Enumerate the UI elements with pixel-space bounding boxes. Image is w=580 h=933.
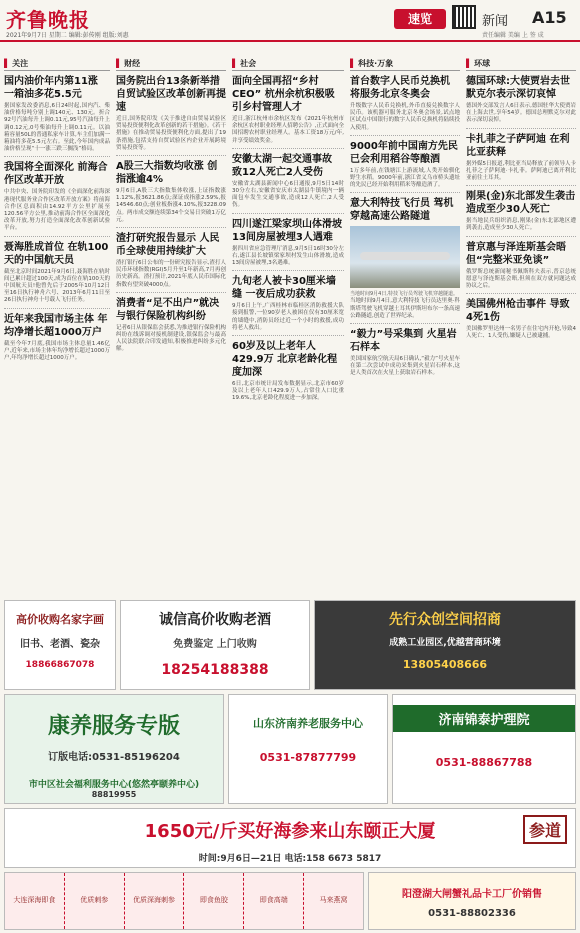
article-body: 截至今年7月底,我国市场主体总量1.46亿户,近年来,市场主体年均净增长超过1000万户,年均净增长超过1000万户。 xyxy=(4,340,110,362)
divider xyxy=(466,293,576,294)
article-body: 安徽省太湖县新闻中心6日通报,9月5日14时30分左右,安徽省安庆市太湖县牛镇境内一辆面包车发生交通事故,造成12人死亡,2人受伤。 xyxy=(232,180,344,209)
ad-phone: 0531-87877799 xyxy=(259,751,357,764)
coupon-item: 即食鱼胶 xyxy=(184,873,244,929)
article-body: 中共中央、国务院印发的《全面深化前海深港现代服务业合作区改革开放方案》将前海合作区总面积由14.92平方公里扩展至120.56平方公里,推动前海合作区全面深化改革开放,努力打造全面深化改革创新试验平台。 xyxy=(4,189,110,232)
article-headline: 9000年前中国南方先民 已会利用稻谷等酿酒 xyxy=(350,140,458,165)
section-title: 新闻 xyxy=(482,14,509,29)
article-headline: 九旬老人被卡30厘米墙缝 一夜后成功获救 xyxy=(232,276,336,301)
divider xyxy=(232,213,344,214)
ad-liquor xyxy=(120,600,310,690)
article-headline: A股三大指数均收涨 创指涨逾4% xyxy=(116,161,218,186)
article-body: 9月6日上午,广西桂林市临桂区消防救援大队接到报警,一位90岁老人被困在仅有30厘米宽的墙缝中,消防员经过近一个小时的救援,成功将老人救出。 xyxy=(232,303,344,331)
ad-office-space xyxy=(314,600,576,690)
article-body: 近日,浙江杭州市余杭区发布《2021年杭州市余杭区农村职业经理人招聘公告》,正式面向全国招聘农村职业经理人。基本工资18万元/年,并享受绩效奖金。 xyxy=(232,116,344,144)
divider xyxy=(116,227,226,228)
column-header: ▌ 关注 xyxy=(4,58,110,71)
divider xyxy=(232,270,344,271)
article-body: 9月6日,A股三大指数集体收涨,上证指数涨1.12%,报3621.86点;深证成指涨2.59%,报14546.60点;创业板指涨4.10%,报3228.09点。两市成交额连续第34个交易日突破1万亿元。 xyxy=(116,188,226,223)
article-body: 记者6日从银保监会获悉,为推进银行保险机构纠纷在线诉调对接机制建设,银保监会与最高人民法院联合印发通知,积极推进纠纷多元化解。 xyxy=(116,324,226,353)
ad-subtitle: 订版电话:0531-85196204 xyxy=(48,752,180,763)
column-header: ▌ 环球 xyxy=(466,58,576,71)
airplane-tunnel-photo xyxy=(350,226,460,288)
brand-logo: 参道 xyxy=(523,815,567,844)
divider xyxy=(232,335,344,336)
column-guanzhu xyxy=(4,58,110,598)
ad-eldercare-section xyxy=(4,694,224,804)
article-headline: 近年来我国市场主体 年均净增长超1000万户 xyxy=(4,313,108,338)
ad-title: 1650元/斤买好海参来山东颐正大厦 xyxy=(144,821,436,842)
article-headline: 意大利特技飞行员 驾机穿越高速公路隧道 xyxy=(350,198,454,223)
article-body: 渣打银行6日公布的一份研究报告显示,渣打人民币环球指数(RGI)5月升至1年新高,7月再创历史新高。渣打预计,2021年底人民币国际化指数有望突破4000点。 xyxy=(116,260,226,288)
article-headline: 卡扎菲之子萨阿迪 在利比亚获释 xyxy=(466,133,570,158)
article-headline: 刚果(金)东北部发生袭击 造成至少30人死亡 xyxy=(466,191,576,216)
ad-nursing-home xyxy=(392,694,576,804)
ad-title: 阳澄湖大闸蟹礼品卡工厂价销售 xyxy=(402,889,542,900)
divider xyxy=(466,128,576,129)
article-body: 德国外交部发言人6日表示,德国驻华大使贾岩在上海去世,享年54岁。德国总理默克尔对此表示深切哀悼。 xyxy=(466,103,576,124)
article-body: 当地时间9月4日,意大利特技飞行员达里奥·科斯塔驾驶飞机穿越土耳其伊斯坦布尔一条高速公路隧道,创造了世界纪录。 xyxy=(350,298,460,319)
quick-read-badge: 速览 xyxy=(394,9,446,29)
column-caijing xyxy=(116,58,226,598)
article-headline: 我国将全面深化 前海合作区改革开放 xyxy=(4,162,108,187)
article-body: 据外媒5日报道,利比亚当局释放了前领导人卡扎菲之子萨阿迪·卡扎菲。萨阿迪已离开利比亚前往土耳其。 xyxy=(466,160,576,182)
ad-subtitle: 时间:9月6日—21日 电话:158 6673 5817 xyxy=(198,854,382,864)
article-headline: 国内油价年内第11涨 一箱油多花5.5元 xyxy=(4,76,98,100)
article-body: 俄罗斯总统新闻秘书佩斯科夫表示,普京总统愿意与泽连斯基会晤,但须在双方就问题达成协议之后。 xyxy=(466,268,576,290)
article-headline: 德国环球:大使贾岩去世 默克尔表示深切哀悼 xyxy=(466,76,570,100)
ad-title: 高价收购名家字画 xyxy=(16,613,104,626)
photo-caption: 当地时间9月4日,特技飞行员驾驶飞机穿越隧道。 xyxy=(350,291,458,298)
ad-calligraphy xyxy=(4,600,116,690)
column-shehui xyxy=(232,58,344,598)
article-body: 据四川省应急管理厅消息,9月5日16时30分左右,遂江县长坡镇梁家坝村发生山体滑坡,造成13间房屋被埋,3名遇难。 xyxy=(232,245,344,267)
ad-sea-cucumber xyxy=(4,808,576,868)
article-body: 升级数字人民币兑换机,外币直接兑换数字人民币。该机器可服务北京冬奥会场景,试点地区试点中国银行的数字人民币兑换机将陆续投入使用。 xyxy=(350,103,460,131)
article-body: 据国家发改委消息,6日24时起,国内汽、柴油价格每吨分别上调140元、130元。折合92号汽油每升上调0.11元,95号汽油每升上调0.12元,0号柴油每升上调0.11元。以油箱容量50L的普通私家车计算,车主们加满一箱油将多花5.5元左右。至此,今年国内成品油价格呈现“十一涨三跌三搁浅”格局。 xyxy=(4,103,110,153)
column-keji xyxy=(350,58,460,598)
article-headline: 四川遂江梁家坝山体滑坡 13间房屋被埋3人遇难 xyxy=(232,218,342,243)
divider xyxy=(116,292,226,293)
ad-title: 济南锦泰护理院 xyxy=(393,705,575,732)
article-headline: 60岁及以上老年人429.9万 北京老龄化程度加深 xyxy=(232,341,338,379)
ad-phone: 18254188388 xyxy=(161,662,269,678)
divider xyxy=(4,156,110,157)
ad-subtitle: 免费鉴定 上门收购 xyxy=(173,639,257,650)
column-huanqiu xyxy=(466,58,576,598)
article-body: 美国佛罗里达州一名男子在住宅内开枪,导致4人死亡、1人受伤,嫌疑人已被逮捕。 xyxy=(466,326,576,340)
column-header: ▌ 社会 xyxy=(232,58,344,71)
divider xyxy=(350,192,460,193)
article-headline: 首台数字人民币兑换机 将服务北京冬奥会 xyxy=(350,76,450,100)
divider xyxy=(4,236,110,237)
article-headline: 面向全国再招“乡村CEO” 杭州余杭积极吸引乡村管理人才 xyxy=(232,76,335,113)
divider xyxy=(350,135,460,136)
article-body: 6日,北京市统计局发布数据显示,北京市60岁及以上老年人口429.9万人,占常住人口比重19.6%,北京老龄化程度进一步加深。 xyxy=(232,381,344,402)
coupon-item: 马来燕窝 xyxy=(319,896,348,904)
divider xyxy=(466,236,576,237)
article-headline: 聂海胜成首位 在轨100天的中国航天员 xyxy=(4,241,109,266)
coupon-item: 优质深海刺参 xyxy=(125,873,185,929)
qr-code-icon xyxy=(452,5,476,29)
ad-phone: 13805408666 xyxy=(402,658,488,671)
coupon-item: 即食高端 xyxy=(244,873,304,929)
divider xyxy=(350,323,460,324)
column-header: ▌ 科技·万象 xyxy=(350,58,460,71)
ad-title: 山东济南养老服务中心 xyxy=(253,717,363,730)
advertisement-area xyxy=(0,600,580,933)
article-body: 截至北京时间2021年9月6日,聂海胜在轨时间已累计超过100天,成为首位在轨100天的中国航天员!他曾先后于2005年10月12日至16日执行神舟六号、2013年6月11日至26日执行神舟十号载人飞行任务。 xyxy=(4,268,110,304)
article-headline: 美国佛州枪击事件 导致4死1伤 xyxy=(466,299,570,324)
article-headline: 普京惠与泽连斯基会晤 但“完整米亚免谈” xyxy=(466,241,566,266)
newspaper-logo: 齐鲁晚报 xyxy=(6,8,90,32)
ad-title: 康养服务专版 xyxy=(47,714,180,739)
ad-welfare-phone: 88819955 xyxy=(91,790,137,799)
ad-subtitle: 成熟工业园区,优越营商环境 xyxy=(389,638,501,648)
coupon-item: 大连深海即食 xyxy=(5,873,65,929)
article-headline: 消费者“足不出户”就决 与银行保险机构纠纷 xyxy=(116,297,220,322)
airplane-shape xyxy=(360,252,450,260)
coupon-item: 优质刺参 xyxy=(65,873,125,929)
editors-line: 责任编辑 美编 上 签 成 xyxy=(482,32,544,39)
ad-title: 诚信高价收购老酒 xyxy=(159,612,271,628)
article-body: 1万多年前,在钱塘江上游流域,人类开始驯化野生水稻。9000年前,浙江省义乌市桥头遗址的先民已经开始利用稻米等酿造酒了。 xyxy=(350,167,460,189)
page-number: A15 xyxy=(532,8,567,27)
article-body: 美国国家航空航天局6日确认,“毅力”号火星车在第二次尝试中成功采集到火星岩石样本,这是人类首次在火星上获取岩石样本。 xyxy=(350,356,460,377)
article-headline: 渣打研究报告显示 人民币全球使用持续扩大 xyxy=(116,233,220,258)
article-headline: “毅力”号采集到 火星岩石样本 xyxy=(350,329,457,354)
ad-title: 先行众创空间招商 xyxy=(389,612,501,628)
ad-phone: 0531-88802336 xyxy=(428,908,516,919)
coupon-strip xyxy=(4,872,364,930)
column-header: ▌ 财经 xyxy=(116,58,226,71)
ad-crab-card xyxy=(368,872,576,930)
issue-date: 2021年9月7日 星期二 编辑:彭传刚 组版:刘惠 xyxy=(6,32,129,39)
ad-welfare: 市中区社会福利服务中心(悠然亭颐养中心) xyxy=(28,780,200,790)
ad-eldercare-center xyxy=(228,694,388,804)
ad-subtitle: 旧书、老酒、瓷杂 xyxy=(20,639,100,650)
divider xyxy=(4,308,110,309)
article-body: 近日,国务院印发《关于推进自由贸易试验区贸易投资便利化改革创新的若干措施》。《若干措施》在推动贸易投资便利化方面,提出了19条措施,包括支持自贸试验区内企业开展跨境贸易投资等。 xyxy=(116,116,226,151)
masthead xyxy=(0,0,580,42)
divider xyxy=(466,185,576,186)
divider xyxy=(232,148,344,149)
article-body: 据当地民兵组织消息,刚果(金)东北部地区遭到袭击,造成至少30人死亡。 xyxy=(466,218,576,232)
article-headline: 国务院出台13条新举措 自贸试验区改革创新再提速 xyxy=(116,76,226,113)
divider xyxy=(116,155,226,156)
article-headline: 安徽太湖一起交通事故 致12人死亡2人受伤 xyxy=(232,153,332,178)
ad-phone: 18866867078 xyxy=(25,660,95,670)
ad-phone: 0531-88867788 xyxy=(435,756,533,769)
